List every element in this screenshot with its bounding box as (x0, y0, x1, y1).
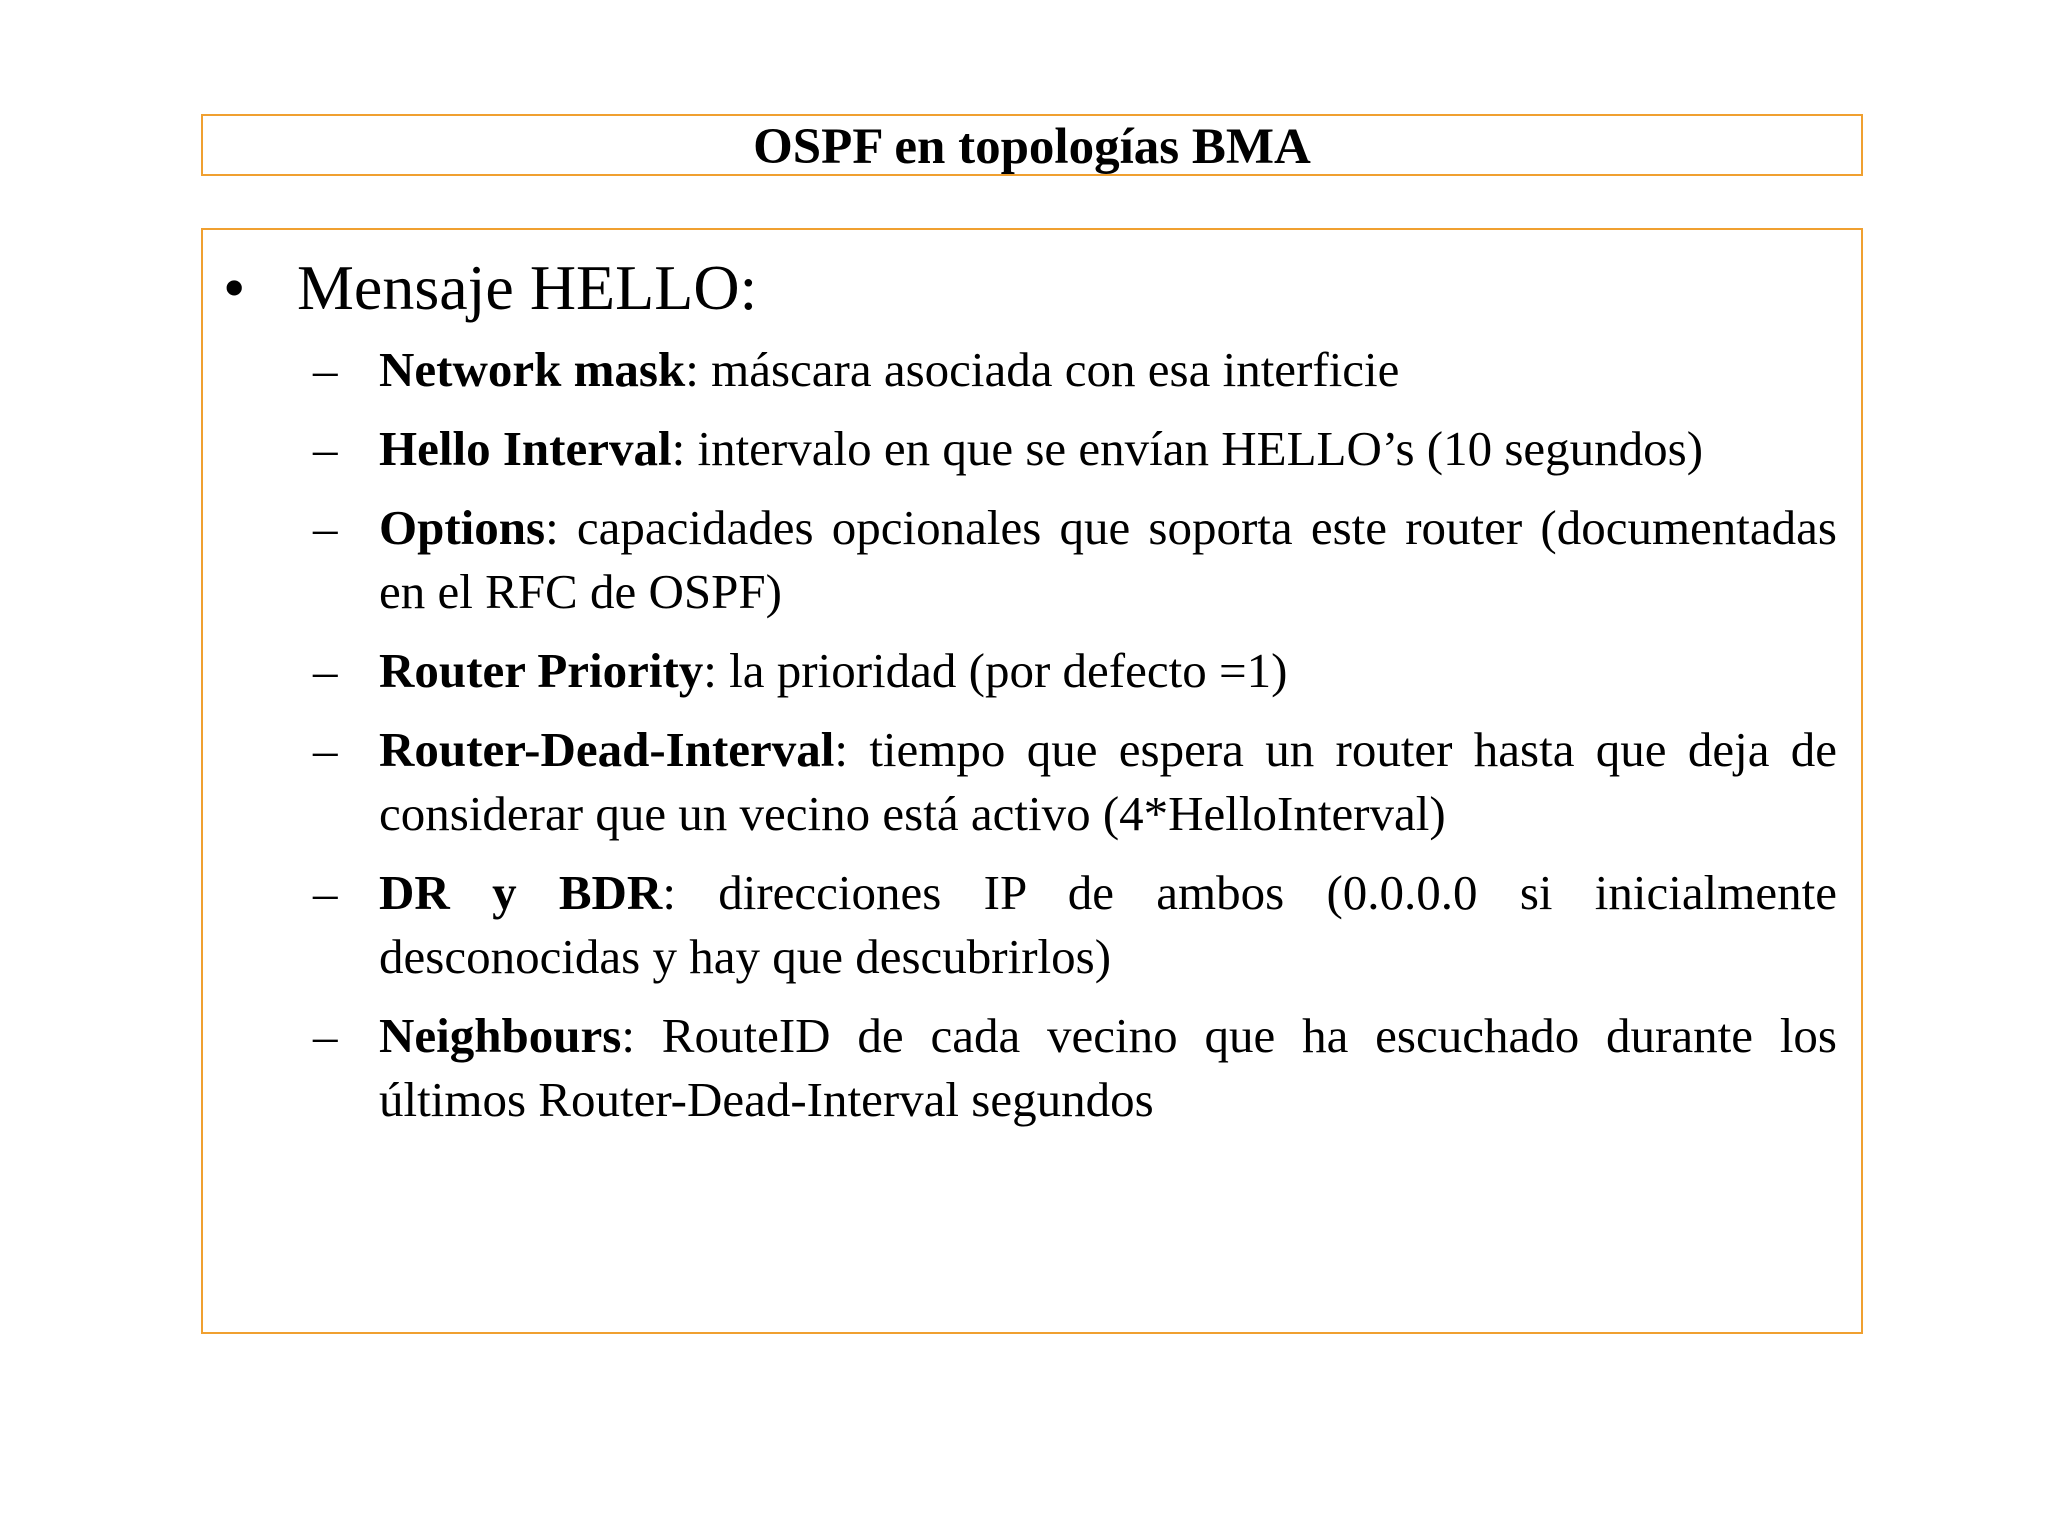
dash-marker: – (313, 342, 338, 397)
sub-item-term: Hello Interval (379, 421, 672, 476)
sub-item-text (379, 861, 1837, 989)
sub-bullet-list (313, 338, 1837, 1147)
sub-item-router-dead-interval (313, 718, 1837, 846)
sub-item-desc: : direcciones IP de ambos (0.0.0.0 si inicialmente desconocidas y hay que descubrirlos) (379, 865, 1837, 984)
sub-item-text (379, 1004, 1837, 1132)
sub-item-desc: : capacidades opcionales que soporta este router (documentadas en el RFC de OSPF) (379, 500, 1837, 619)
slide-title-box (201, 114, 1863, 176)
dash-marker: – (313, 421, 338, 476)
sub-item-desc: : tiempo que espera un router hasta que deja de considerar que un vecino está activo (4*HelloInterval) (379, 722, 1837, 841)
sub-item-neighbours (313, 1004, 1837, 1132)
dash-marker: – (313, 500, 338, 555)
main-bullet-text: Mensaje HELLO: (297, 252, 758, 323)
sub-item-desc: : intervalo en que se envían HELLO’s (10 segundos) (671, 421, 1704, 476)
sub-item-term: Router Priority (379, 643, 704, 698)
sub-item-options (313, 496, 1837, 624)
sub-item-hello-interval (313, 417, 1837, 481)
slide-title: OSPF en topologías BMA (753, 118, 1311, 175)
sub-item-desc: : RouteID de cada vecino que ha escuchado durante los últimos Router-Dead-Interval segundos (379, 1008, 1837, 1127)
sub-item-dr-bdr (313, 861, 1837, 989)
slide-content-box (201, 228, 1863, 1334)
sub-item-router-priority (313, 639, 1837, 703)
sub-item-desc: : la prioridad (por defecto =1) (703, 643, 1288, 698)
sub-item-text (379, 338, 1837, 402)
dash-marker: – (313, 643, 338, 698)
sub-item-desc: : máscara asociada con esa interficie (685, 342, 1400, 397)
dash-marker: – (313, 865, 338, 920)
dash-marker: – (313, 1008, 338, 1063)
bullet-marker: • (223, 252, 246, 323)
sub-item-network-mask (313, 338, 1837, 402)
sub-item-term: Options (379, 500, 546, 555)
sub-item-text (379, 639, 1837, 703)
sub-item-term: Neighbours (379, 1008, 622, 1063)
dash-marker: – (313, 722, 338, 777)
sub-item-text (379, 417, 1837, 481)
sub-item-term: Router-Dead-Interval (379, 722, 835, 777)
sub-item-term: Network mask (379, 342, 686, 397)
main-bullet (223, 252, 1841, 324)
sub-item-text (379, 496, 1837, 624)
sub-item-text (379, 718, 1837, 846)
sub-item-term: DR y BDR (379, 865, 663, 920)
